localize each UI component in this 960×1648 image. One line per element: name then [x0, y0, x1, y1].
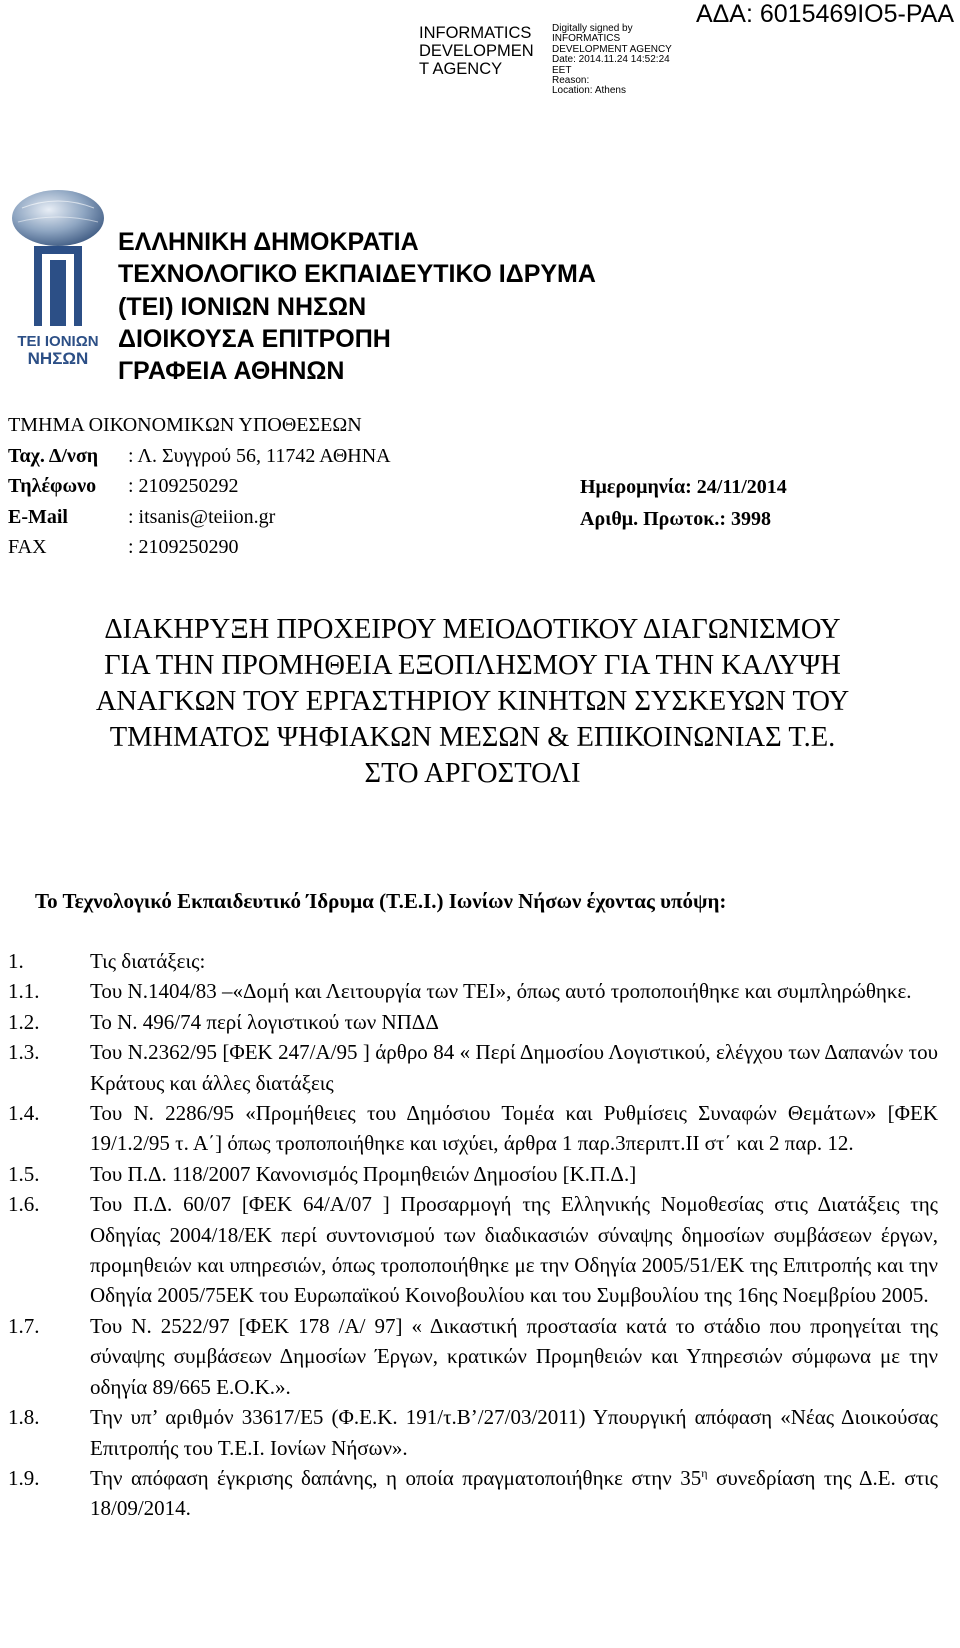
item-text: Του Π.Δ. 118/2007 Κανονισμός Προμηθειών Δημοσίου [Κ.Π.Δ.] [90, 1161, 637, 1186]
document-info [580, 471, 787, 535]
list-item [8, 1311, 938, 1402]
ordinal-superscript: η [701, 1465, 708, 1480]
item-text: Του Π.Δ. 60/07 [ΦΕΚ 64/Α/07 ] Προσαρμογή της Ελληνικής Νομοθεσίας στις Διατάξεις της Οδηγίας 2004/18/ΕΚ περί συντονισμού των διαδικασιών σύναψης δημοσίων συμβάσεων έργων, προμηθειών και υπηρεσιών, όπως τροποποιήθηκε με την Οδηγία 2005/51/ΕΚ της Επιτροπής και την Οδηγία 2005/75ΕΚ του Ευρωπαϊκού Κοινοβουλίου και του Συμβουλίου της 16ης Νοεμβρίου 2005. [90, 1192, 938, 1308]
item-text: Του Ν. 2522/97 [ΦΕΚ 178 /Α/ 97] « Δικαστική προστασία κατά το στάδιο που προηγείται της σύναψης συμβάσεων Δημοσίων Έργων, κρατικών Προμηθειών και Υπηρεσιών σύμφωνα με την οδηγία 89/665 Ε.Ο.Κ.». [90, 1313, 938, 1399]
signature-details [552, 24, 672, 97]
email-row [8, 502, 391, 533]
list-item [8, 946, 938, 976]
item-text: Του Ν.2362/95 [ΦΕΚ 247/Α/95 ] άρθρο 84 « Περί Δημοσίου Λογιστικού, ελέγχου των Δαπανών του Κράτους και άλλες διατάξεις [90, 1040, 938, 1095]
institution-logo [8, 188, 108, 380]
item-text: Τις διατάξεις: [90, 949, 206, 973]
date-value: 24/11/2014 [696, 476, 787, 498]
list-item [8, 1402, 938, 1463]
signature-detail-line: EET [552, 64, 572, 76]
phone-row [8, 471, 391, 502]
item-number: 1.7. [8, 1313, 40, 1338]
protocol-label: Αριθμ. Πρωτοκ.: [580, 508, 726, 530]
fax-row [8, 532, 391, 563]
phone-value: : 2109250292 [128, 475, 239, 497]
department-name: ΤΜΗΜΑ ΟΙΚΟΝΟΜΙΚΩΝ ΥΠΟΘΕΣΕΩΝ [8, 414, 362, 436]
fax-value: : 2109250290 [128, 536, 239, 558]
item-text: Του Ν.1404/83 –«Δομή και Λειτουργία των ΤΕΙ», όπως αυτό τροποποιήθηκε και συμπληρώθηκε. [90, 979, 912, 1004]
list-item [8, 1463, 938, 1524]
title-line: ΔΙΑΚΗΡΥΞΗ ΠΡΟΧΕΙΡΟΥ ΜΕΙΟΔΟΤΙΚΟΥ ΔΙΑΓΩΝΙΣΜΟΥ [104, 614, 841, 645]
item-number: 1.8. [8, 1405, 40, 1430]
fax-label: FAX [8, 536, 47, 558]
item-text-part: συνεδρίαση της Δ.Ε. στις 18/09/2014. [90, 1465, 939, 1521]
list-item [8, 976, 938, 1006]
list-item [8, 1189, 938, 1311]
item-text: Την υπ’ αριθμόν 33617/Ε5 (Φ.Ε.Κ. 191/τ.Β’/27/03/2011) Υπουργική απόφαση «Νέας Διοικούσας Επιτροπής του Τ.Ε.Ι. Ιονίων Νήσων». [90, 1405, 938, 1460]
list-item [8, 1159, 938, 1189]
address-value: : Λ. Συγγρού 56, 11742 ΑΘΗΝΑ [128, 444, 391, 467]
institution-line: ΔΙΟΙΚΟΥΣΑ ΕΠΙΤΡΟΠΗ [118, 324, 391, 353]
title-line: ΓΙΑ ΤΗΝ ΠΡΟΜΗΘΕΙΑ ΕΞΟΠΛΗΣΜΟΥ ΓΙΑ ΤΗΝ ΚΑΛΥΨΗ [104, 650, 841, 681]
signature-detail-line: Digitally signed by [552, 23, 633, 34]
address-row [8, 441, 391, 472]
signature-detail-line: Reason: [552, 75, 590, 87]
date-row [580, 471, 787, 503]
title-line: ΤΜΗΜΑΤΟΣ ΨΗΦΙΑΚΩΝ ΜΕΣΩΝ & ΕΠΙΚΟΙΝΩΝΙΑΣ Τ.Ε. [109, 722, 836, 753]
considerations-list [8, 946, 938, 1524]
document-title [0, 612, 945, 792]
protocol-value: 3998 [731, 508, 771, 530]
item-text: Του Ν. 2286/95 «Προμήθειες του Δημόσιου Τομέα και Ρυθμίσεις Συναφών Θεμάτων» [ΦΕΚ 19/1.2/95 τ. Α΄] όπως τροποποιήθηκε και ισχύει, άρθρα 1 παρ.3περιπτ.ΙΙ στ΄ και 2 παρ. 12. [90, 1101, 938, 1156]
signature-detail-line: INFORMATICS [552, 33, 621, 45]
institution-line: ΕΛΛΗΝΙΚΗ ΔΗΜΟΚΡΑΤΙΑ [118, 228, 419, 256]
signature-organization [419, 24, 547, 78]
item-number: 1.1. [8, 979, 40, 1004]
contact-block [8, 410, 391, 563]
signature-detail-line: Location: Athens [552, 85, 626, 97]
item-number: 1.4. [8, 1101, 40, 1126]
institution-line: ΤΕΧΝΟΛΟΓΙΚΟ ΕΚΠΑΙΔΕΥΤΙΚΟ ΙΔΡΥΜΑ [118, 260, 596, 289]
ada-code: ΑΔΑ: 6015469ΙΟ5-ΡΑΑ [695, 0, 954, 28]
item-number: 1. [8, 949, 24, 973]
considering-heading: Το Τεχνολογικό Εκπαιδευτικό Ίδρυμα (Τ.Ε.Ι.) Ιωνίων Νήσων έχοντας υπόψη: [35, 889, 727, 913]
item-text [90, 1463, 938, 1524]
logo-text: ΤΕΙ ΙΟΝΙΩΝ [17, 333, 99, 350]
logo-text: ΝΗΣΩΝ [27, 349, 89, 368]
item-number: 1.5. [8, 1161, 40, 1186]
institution-header [118, 226, 596, 387]
address-label: Ταχ. Δ/νση [8, 444, 99, 467]
signature-detail-line: DEVELOPMENT AGENCY [552, 43, 672, 55]
institution-line: (ΤΕΙ) ΙΟΝΙΩΝ ΝΗΣΩΝ [118, 292, 367, 321]
date-label: Ημερομηνία: [580, 476, 692, 498]
signature-org-line: DEVELOPMEN [419, 42, 534, 60]
institution-line: ΓΡΑΦΕΙΑ ΑΘΗΝΩΝ [118, 357, 345, 386]
item-text-part: Την απόφαση έγκρισης δαπάνης, η οποία πραγματοποιήθηκε στην 35 [90, 1465, 702, 1490]
title-line: ΑΝΑΓΚΩΝ ΤΟΥ ΕΡΓΑΣΤΗΡΙΟΥ ΚΙΝΗΤΩΝ ΣΥΣΚΕΥΩΝ ΤΟΥ [95, 686, 850, 717]
protocol-row [580, 503, 787, 535]
item-text: Το Ν. 496/74 περί λογιστικού των ΝΠΔΔ [90, 1009, 439, 1034]
item-number: 1.2. [8, 1009, 40, 1034]
list-item [8, 1098, 938, 1159]
title-line: ΣΤΟ ΑΡΓΟΣΤΟΛΙ [364, 758, 581, 789]
signature-org-line: T AGENCY [419, 60, 503, 78]
signature-org-line: INFORMATICS [419, 24, 532, 42]
signature-detail-line: Date: 2014.11.24 14:52:24 [552, 54, 670, 66]
list-item [8, 1037, 938, 1098]
email-label: E-Mail [8, 505, 68, 528]
email-value: : itsanis@teiion.gr [128, 505, 276, 528]
item-number: 1.6. [8, 1192, 40, 1217]
item-number: 1.3. [8, 1040, 40, 1065]
item-number: 1.9. [8, 1465, 40, 1490]
list-item [8, 1007, 938, 1037]
phone-label: Τηλέφωνο [8, 475, 97, 497]
